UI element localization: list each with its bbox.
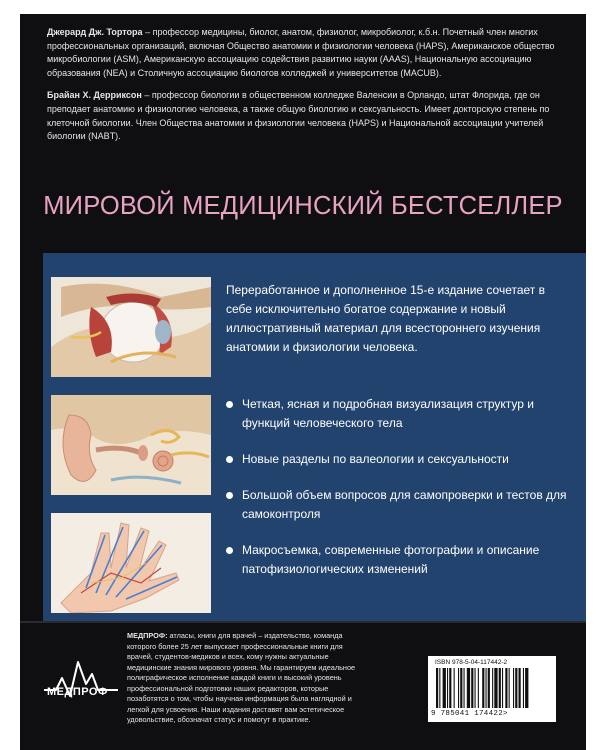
publisher-description [127,631,362,726]
barcode-bar [513,668,514,708]
barcode-bar [471,668,473,708]
barcode-bar [499,668,501,708]
barcode-bar [439,668,440,708]
feature-list [226,395,571,596]
barcode-bar [436,668,438,708]
ean-number: 9 785041 174422 [431,710,504,718]
barcode-bar [454,668,455,708]
feature-item [226,486,571,524]
barcode-area [428,656,556,722]
barcode-bar [449,668,451,708]
bullet-icon [226,401,233,408]
barcode-bar [523,668,524,708]
author-name: Джерард Дж. Тортора [47,27,143,37]
eye-illustration [51,277,211,377]
author-bio-tortora [47,26,562,80]
publisher-text: атласы, книги для врачей – издательство, команда которого более 25 лет выпускает профессиональные книги для врачей, студентов-медиков и всех, кому нужны актуальные медицинские знания мирового уровня. Мы гарантируем идеальное полиграфическое исполнение каждой книги и высокий уровень профессиональной подготовки наших редакторов, которые позаботятся о том, чтобы научная информация была наглядной и легкой для усвоения. Наши издания доставят вам эстетическое удовольствие, обозначат статус и помогут в практике. [127,631,356,724]
barcode-bar [492,668,493,708]
feature-item [226,450,571,469]
barcode-bar [464,668,465,708]
bullet-icon [226,547,233,554]
hand-illustration [51,513,211,613]
barcode-bar [458,668,459,708]
barcode-bar [486,668,487,708]
bottom-divider [20,621,586,623]
barcode-bar [443,668,446,708]
author-description: – профессор биологии в общественном колледже Валенсии в Орландо, штат Флорида, где он преподает анатомию и физиологию человека, а также общую биологию и сексуальность. Имеет докторскую степень по клеточной биологии. Член Общества анатомии и физиологии человека (HAPS) и Национальной ассоциации учителей биологии (NABT). [47,90,550,142]
bullet-icon [226,492,233,499]
edition-intro: Переработанное и дополненное 15-е издание сочетает в себе исключительно богатое содержание и новый иллюстративный материал для всестороннего изучения анатомии и физиологии человека. [226,283,546,354]
feature-item [226,541,571,579]
bullet-icon [226,456,233,463]
feature-text: Четкая, ясная и подробная визуализация структур и функций человеческого тела [242,397,534,430]
ean-digits [431,710,508,718]
feature-text: Большой объем вопросов для самопроверки и тестов для самоконтроля [242,488,567,521]
author-name: Брайан Х. Дерриксон [47,90,142,101]
book-back-cover [20,14,586,750]
barcode-bar [488,668,490,708]
barcode-bar [525,668,528,708]
ean-addon: > [503,710,508,718]
features-panel [43,253,586,621]
bestseller-headline: МИРОВОЙ МЕДИЦИНСКИЙ БЕСТСЕЛЛЕР [43,192,563,220]
ear-illustration [51,395,211,495]
barcode-bar [482,668,484,708]
barcode-bar [494,668,497,708]
author-bio-derrickson [47,89,562,143]
barcode-bar [447,668,448,708]
barcode-bar [519,668,521,708]
barcode-bar [515,668,517,708]
barcode-bar [475,668,476,708]
medprof-logo-text: МЕДПРОФ [47,686,108,698]
feature-text: Макросъемка, современные фотографии и описание патофизиологических изменений [242,543,540,576]
feature-item [226,395,571,433]
author-bios [47,26,562,153]
isbn-number: ISBN 978-5-04-117442-2 [435,659,508,666]
author-description: – профессор медицины, биолог, анатом, физиолог, микробиолог, к.б.н. Почетный член многих профессиональных организаций, включая Общество анатомии и физиологии человека (HAPS), Американское общество микробиологии (ASM), Американскую ассоциацию содействия развитию науки (AAAS), Национальную ассоциацию образования (NEA) и Столичную ассоциацию биологов колледжей и университетов (MACUB). [47,27,555,78]
barcode-bar [478,668,479,708]
barcode-bar [509,668,510,708]
barcode-bar [460,668,462,708]
feature-text: Новые разделы по валеологии и сексуальности [242,452,509,466]
barcode-bar [467,668,470,708]
medprof-logo-icon [40,644,122,724]
publisher-brand: МЕДПРОФ: [127,631,168,640]
barcode-bar [505,668,507,708]
barcode-bar [502,668,503,708]
